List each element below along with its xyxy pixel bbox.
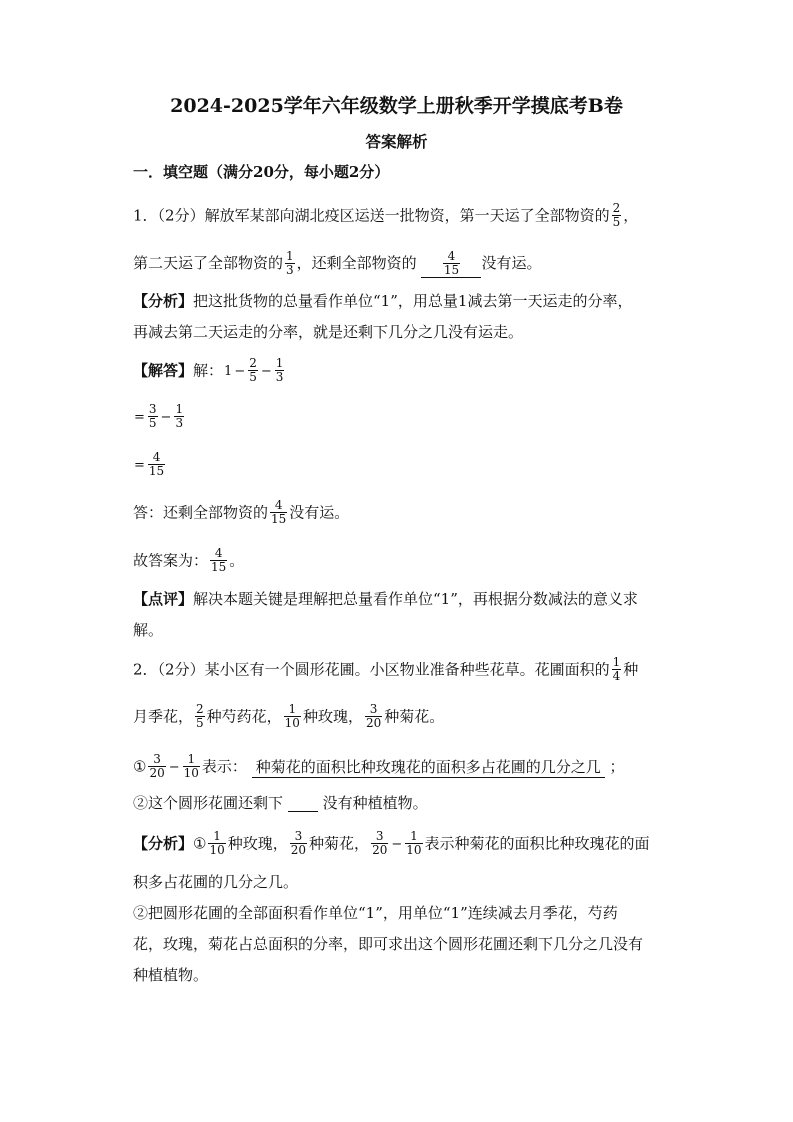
q2-stem-line2: 月季花， $\frac{2}{5}$ 种芍药花， $\frac{1}{10}$ 种玫瑰， $\frac{3}{20}$ 种菊花。 [133, 702, 445, 730]
page-subtitle: 答案解析 [365, 132, 428, 151]
q2-sub2-blank [288, 796, 318, 812]
q1-final-answer: 故答案为： $\frac{4}{15}$ 。 [133, 546, 245, 574]
section-heading: 一．填空题（满分20分，每小题2分） [133, 163, 390, 181]
q2-stem-line1: 2．（2分）某小区有一个圆形花圃。小区物业准备种些花草。花圃面积的 $\frac{1}{4}$ 种 [133, 655, 639, 683]
fraction-2-5: $\frac{2}{5}$ [612, 201, 621, 229]
q1-stem-line1: 1．（2分）解放军某部向湖北疫区运送一批物资，第一天运了全部物资的 $\frac{2}{5}$ ， [133, 201, 639, 229]
q1-stem-line2: 第二天运了全部物资的 $\frac{1}{3}$ ，还剩全部物资的 $\frac{4}{15}$ 没有运。 [133, 248, 542, 277]
q2-subquestion-1: ① $\frac{3}{20}$ − $\frac{1}{10}$ 表示： 种菊花的面积比种玫瑰花的面积多占花圃的几分之几 ； [133, 752, 625, 780]
q1-analysis-line1: 【分析】把这批货物的总量看作单位“1”，用总量1减去第一天运走的分率， [133, 292, 633, 310]
q1-answer-sentence: 答：还剩全部物资的 $\frac{4}{15}$ 没有运。 [133, 498, 350, 526]
q1-comment-line2: 解。 [133, 621, 164, 639]
q2-analysis-line2: 积多占花圃的几分之几。 [133, 873, 299, 891]
q1-comment-line1: 【点评】解决本题关键是理解把总量看作单位“1”，再根据分数减法的意义求 [133, 590, 638, 608]
q2-analysis-line4: 花，玫瑰，菊花占总面积的分率，即可求出这个圆形花圃还剩下几分之几没有 [133, 935, 644, 953]
q1-solution-step3: = $\frac{4}{15}$ [134, 450, 165, 478]
q2-analysis-line1: 【分析】① $\frac{1}{10}$ 种玫瑰， $\frac{3}{20}$ 种菊花， $\frac{3}{20}$ − $\frac{1}{10}$ 表示种菊花的面积比种玫瑰花的面 [133, 829, 650, 857]
q1-analysis-line2: 再减去第二天运走的分率，就是还剩下几分之几没有运走。 [133, 323, 524, 341]
fraction-1-3: $\frac{1}{3}$ [286, 248, 294, 277]
q2-subquestion-2: ②这个圆形花圃还剩下 没有种植植物。 [133, 794, 428, 812]
q1-solution-step2: = $\frac{3}{5}$ − $\frac{1}{3}$ [134, 402, 184, 430]
q2-analysis-line5: 种植植物。 [133, 966, 209, 984]
page-title: 2024-2025学年六年级数学上册秋季开学摸底考B卷 [170, 95, 623, 117]
q2-sub1-answer: 种菊花的面积比种玫瑰花的面积多占花圃的几分之几 [252, 758, 605, 778]
q1-solution-step1: 【解答】解：1 − $\frac{2}{5}$ − $\frac{1}{3}$ [133, 356, 284, 384]
q1-answer-blank: $\frac{4}{15}$ [421, 250, 481, 278]
q2-analysis-line3: ②把圆形花圃的全部面积看作单位“1”，用单位“1”连续减去月季花，芍药 [133, 904, 618, 922]
